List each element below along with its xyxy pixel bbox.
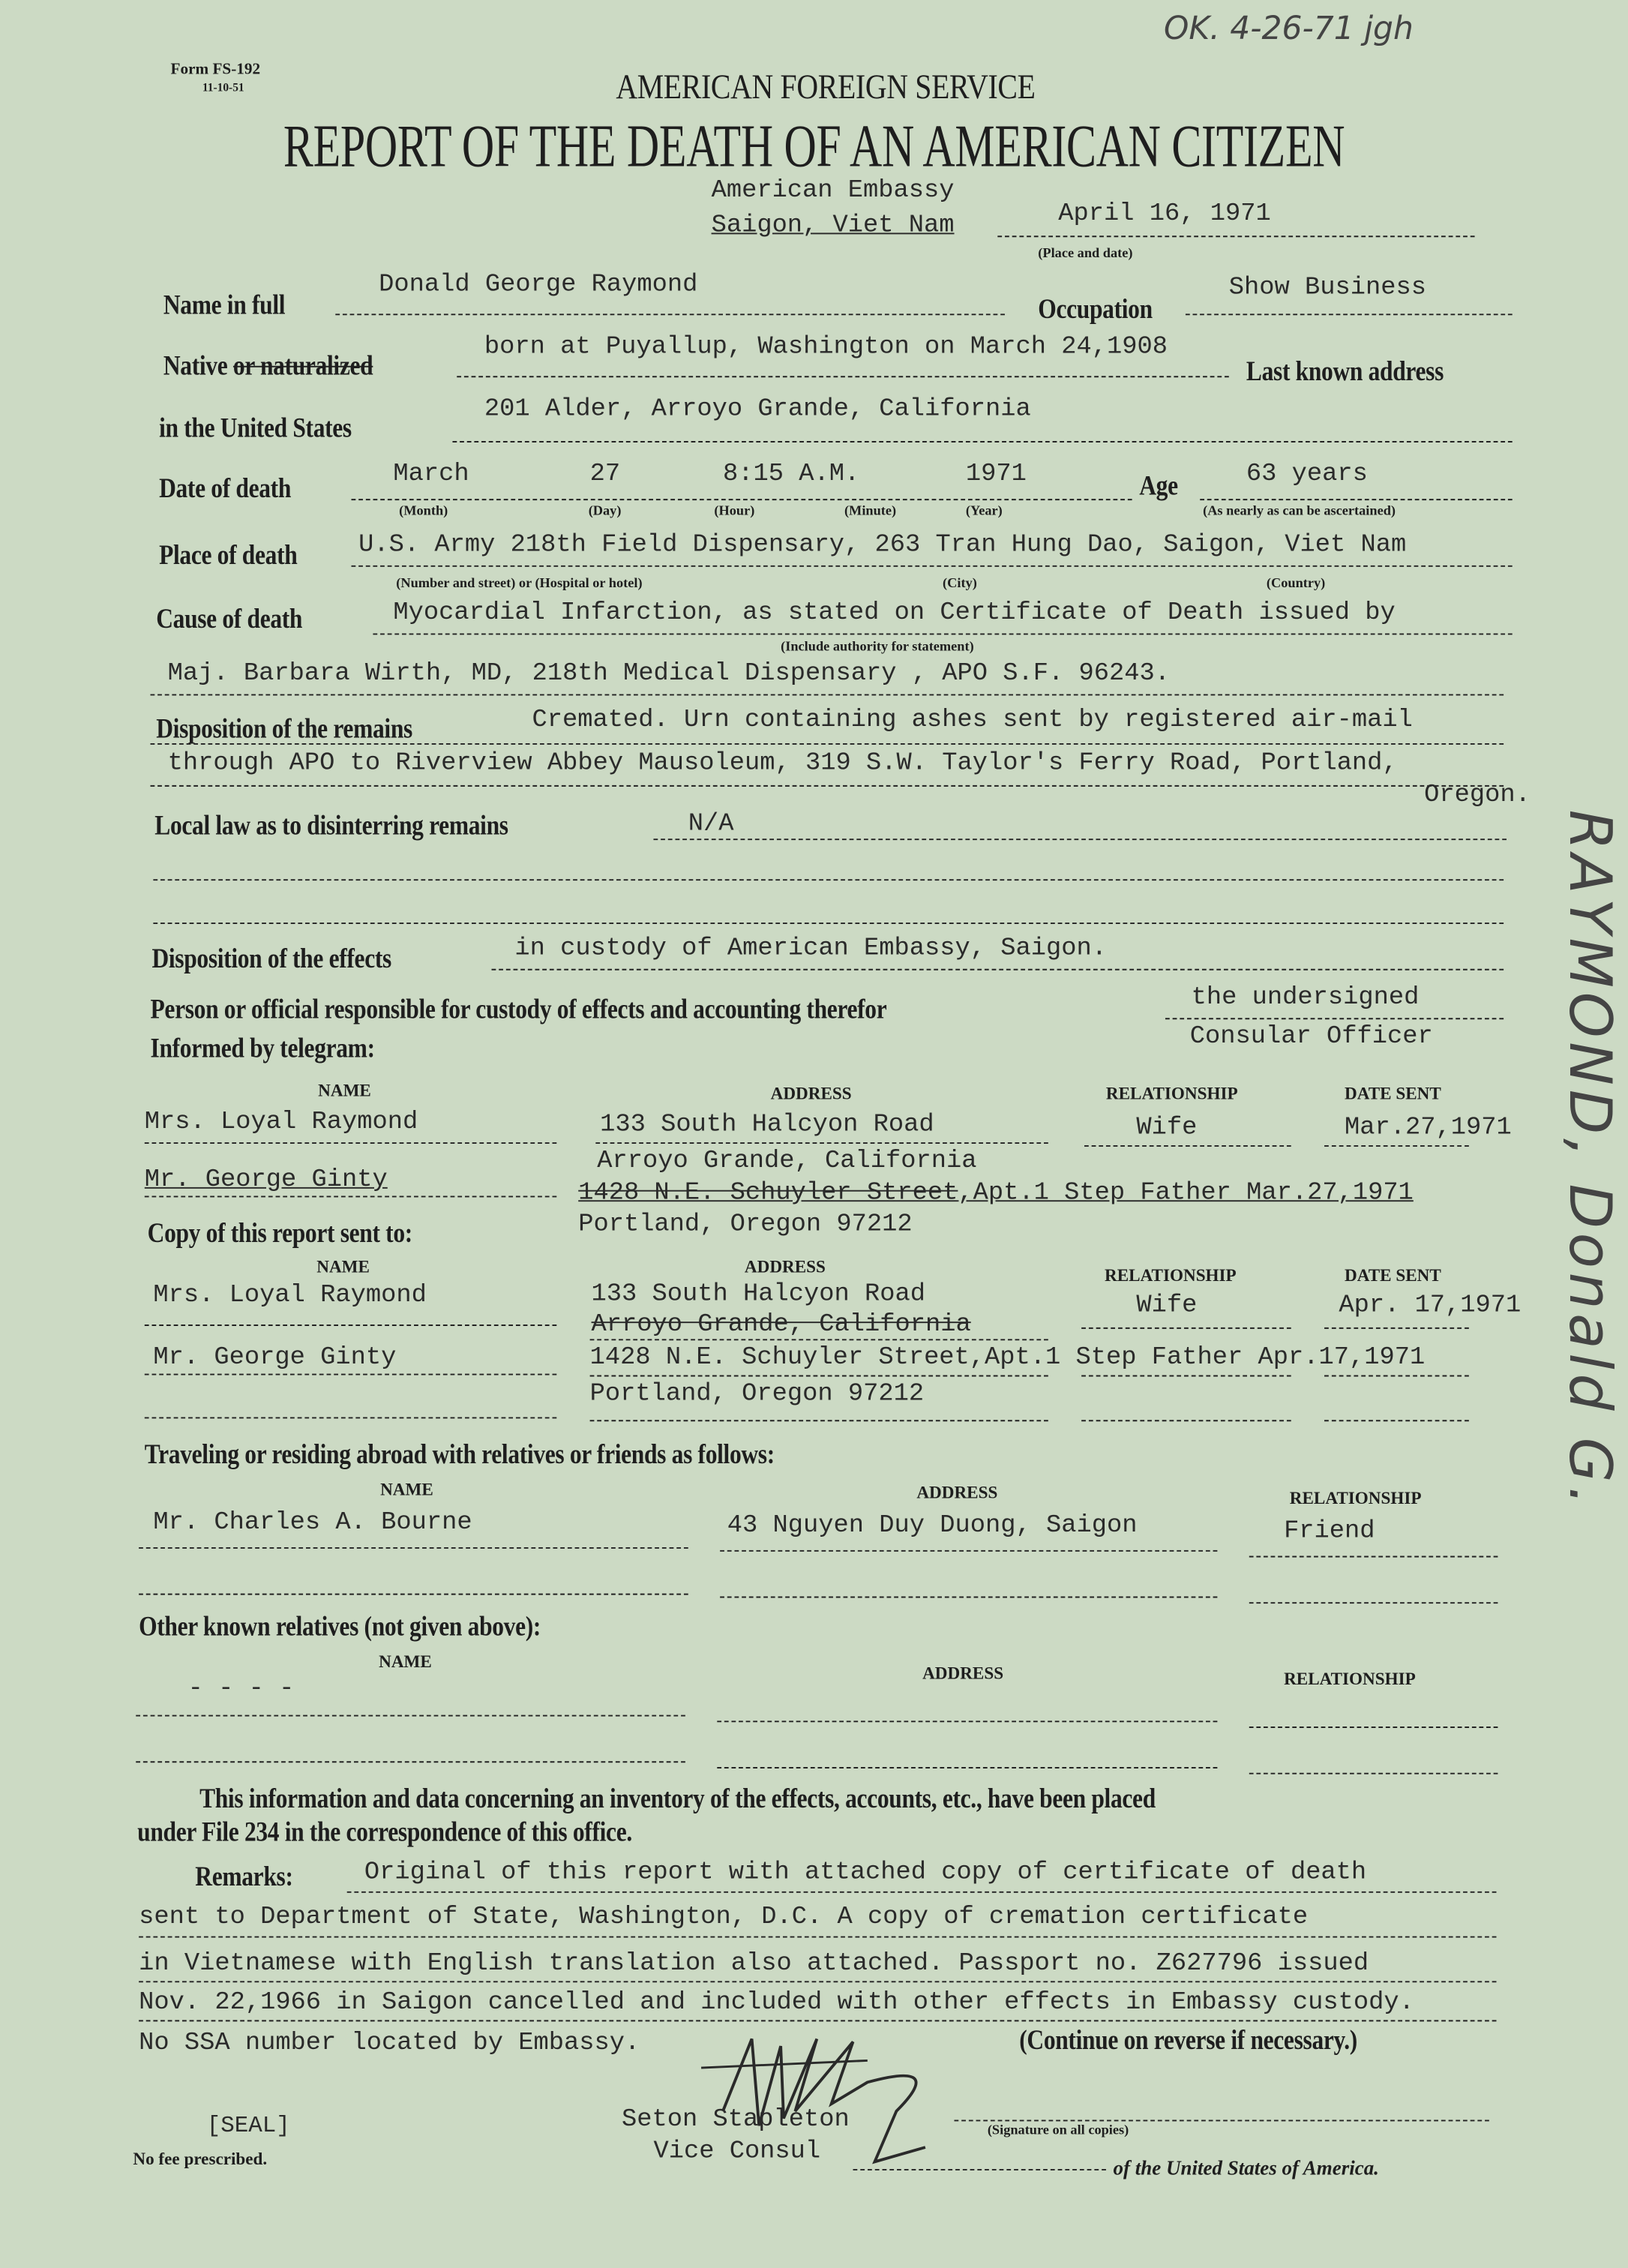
telegram-relationship: Wife <box>1136 1113 1198 1143</box>
occupation-value: Show Business <box>1228 273 1427 302</box>
remarks-line: Nov. 22,1966 in Saigon cancelled and included with other effects in Embassy custody. <box>139 1988 1414 2018</box>
divider <box>1249 1602 1498 1604</box>
divider <box>352 499 1132 500</box>
struck-address: Arroyo Grande, California <box>591 1310 971 1340</box>
divider <box>139 1594 688 1595</box>
divider <box>145 1374 556 1376</box>
divider <box>1200 499 1512 500</box>
signature-scribble <box>694 2024 968 2176</box>
divider <box>1081 1420 1291 1421</box>
traveler-relationship: Friend <box>1284 1516 1375 1546</box>
label: Local law as to disinterring remains <box>154 811 508 842</box>
sub-label: (Hour) <box>714 504 755 520</box>
place-value: U.S. Army 218th Field Dispensary, 263 Tran Hung Dao, Saigon, Viet Nam <box>358 530 1407 560</box>
column-header: DATE SENT <box>1345 1265 1441 1286</box>
divider <box>1249 1556 1498 1558</box>
telegram-name: Mrs. Loyal Raymond <box>144 1107 418 1137</box>
country-note: of the United States of America. <box>1113 2158 1379 2181</box>
column-header: RELATIONSHIP <box>1104 1265 1237 1286</box>
custody-value-2: Consular Officer <box>1189 1022 1433 1052</box>
sub-label: (Include authority for statement) <box>781 640 974 656</box>
sub-label: (Day) <box>588 504 622 520</box>
fee-note: No fee prescribed. <box>133 2149 268 2169</box>
label: Name in full <box>163 290 286 322</box>
divider <box>1165 1018 1504 1019</box>
sub-label: (Country) <box>1266 577 1326 592</box>
divider <box>1249 1726 1498 1728</box>
label: Last known address <box>1246 357 1444 388</box>
death-year: 1971 <box>965 460 1027 489</box>
traveler-name: Mr. Charles A. Bourne <box>153 1508 472 1538</box>
divider <box>997 236 1474 237</box>
remarks-line: in Vietnamese with English translation also attached. Passport no. Z627796 issued <box>139 1948 1369 1978</box>
column-header: RELATIONSHIP <box>1289 1487 1422 1508</box>
local-law-value: N/A <box>688 809 734 839</box>
divider <box>153 922 1504 924</box>
address-value: 201 Alder, Arroyo Grande, California <box>484 394 1031 424</box>
divider <box>720 1550 1217 1552</box>
inventory-text: This information and data concerning an inventory of the effects, accounts, etc., have been placed <box>199 1784 1156 1815</box>
cause-authority: Maj. Barbara Wirth, MD, 218th Medical Dispensary , APO S.F. 96243. <box>167 659 1170 688</box>
divider <box>373 633 1512 634</box>
struck-label: or naturalized <box>232 351 373 382</box>
divider <box>1249 1773 1498 1774</box>
divider <box>145 1196 556 1197</box>
agency-heading: AMERICAN FOREIGN SERVICE <box>616 69 1036 107</box>
column-header: ADDRESS <box>922 1663 1004 1684</box>
sub-label: (Place and date) <box>1038 247 1133 262</box>
remains-value-3: Oregon. <box>1424 781 1531 810</box>
divider <box>590 1420 1048 1421</box>
divider <box>151 785 1504 787</box>
page-title: REPORT OF THE DEATH OF AN AMERICAN CITIZEN <box>283 114 1345 181</box>
divider <box>1186 314 1513 315</box>
divider <box>139 1981 1496 1982</box>
label: Date of death <box>159 474 292 505</box>
label: Person or official responsible for custody of effects and accounting therefor <box>150 994 887 1025</box>
custody-value: the undersigned <box>1191 983 1420 1012</box>
section-label: Traveling or residing abroad with relatives or friends as follows: <box>144 1440 775 1471</box>
divider <box>136 1761 685 1762</box>
sub-label: (City) <box>943 577 977 592</box>
sub-label: (Minute) <box>844 504 897 520</box>
divider <box>136 1715 685 1717</box>
form-date: 11-10-51 <box>202 80 244 94</box>
divider <box>139 2020 1496 2021</box>
remains-value: Cremated. Urn containing ashes sent by registered air-mail <box>532 705 1413 735</box>
column-header: NAME <box>316 1256 370 1277</box>
divider <box>590 1376 1048 1377</box>
place-embassy: American Embassy <box>711 176 955 206</box>
label: Occupation <box>1038 295 1153 326</box>
copy-line: 1428 N.E. Schuyler Street,Apt.1 Step Father Apr.17,1971 <box>589 1343 1426 1372</box>
death-time: 8:15 A.M. <box>723 460 860 489</box>
divider <box>335 314 1005 315</box>
effects-value: in custody of American Embassy, Saigon. <box>514 934 1108 964</box>
telegram-address: 133 South Halcyon Road <box>600 1110 934 1140</box>
copy-address-2: Portland, Oregon 97212 <box>589 1379 925 1408</box>
column-header: ADDRESS <box>744 1256 826 1277</box>
label <box>163 352 373 383</box>
divider <box>1324 1420 1469 1421</box>
remains-value-2: through APO to Riverview Abbey Mausoleum, 319 S.W. Taylor's Ferry Road, Portland, <box>167 748 1398 778</box>
telegram-line <box>578 1178 1414 1208</box>
section-label: Other known relatives (not given above): <box>139 1612 541 1643</box>
label: Native <box>163 351 233 382</box>
remarks-line: sent to Department of State, Washington, D.C. A copy of cremation certificate <box>139 1903 1309 1932</box>
sub-label: (Number and street) or (Hospital or hotel) <box>396 577 643 592</box>
column-header: NAME <box>379 1651 432 1672</box>
seal-label: [SEAL] <box>206 2112 290 2139</box>
telegram-name: Mr. George Ginty <box>144 1165 388 1195</box>
divider <box>145 1324 556 1326</box>
divider <box>717 1767 1217 1768</box>
divider <box>352 566 1513 567</box>
place-city: Saigon, Viet Nam <box>711 211 955 241</box>
divider <box>1324 1376 1469 1377</box>
death-month: March <box>393 460 469 489</box>
remarks-line: Original of this report with attached copy of certificate of death <box>364 1858 1367 1888</box>
sub-label: (Signature on all copies) <box>987 2124 1129 2139</box>
handwritten-annotation: OK. 4-26-71 jgh <box>1164 11 1414 48</box>
column-header: DATE SENT <box>1345 1083 1441 1104</box>
divider <box>139 1547 688 1549</box>
telegram-rest: ,Apt.1 Step Father Mar.27,1971 <box>958 1178 1414 1208</box>
copy-name: Mrs. Loyal Raymond <box>153 1281 427 1310</box>
column-header: ADDRESS <box>770 1083 852 1104</box>
column-header: RELATIONSHIP <box>1284 1668 1416 1689</box>
divider <box>1084 1145 1291 1147</box>
label: Disposition of the remains <box>156 714 412 745</box>
column-header: ADDRESS <box>916 1482 998 1503</box>
label: Disposition of the effects <box>151 944 391 975</box>
copy-name: Mr. George Ginty <box>153 1343 397 1372</box>
cause-value: Myocardial Infarction, as stated on Certificate of Death issued by <box>393 598 1396 628</box>
divider <box>151 743 1504 745</box>
telegram-address-2: Portland, Oregon 97212 <box>578 1210 913 1240</box>
divider <box>457 376 1229 377</box>
remarks-line: No SSA number located by Embassy. <box>139 2028 640 2058</box>
column-header: NAME <box>380 1479 433 1500</box>
inventory-text-2: under File 234 in the correspondence of this office. <box>137 1817 632 1848</box>
label: Remarks: <box>195 1862 293 1893</box>
copy-address: 133 South Halcyon Road <box>591 1280 926 1309</box>
relatives-value: - - - - <box>187 1674 295 1704</box>
sub-label: (Month) <box>399 504 448 520</box>
divider <box>1324 1328 1469 1329</box>
divider <box>139 1936 1496 1938</box>
signature-line <box>954 2120 1489 2121</box>
name-value: Donald George Raymond <box>379 270 698 300</box>
divider <box>145 1417 556 1418</box>
age-value: 63 years <box>1246 460 1368 489</box>
sub-label: (Year) <box>965 504 1003 520</box>
telegram-address-2: Arroyo Grande, California <box>597 1146 977 1176</box>
label: Age <box>1139 471 1178 502</box>
telegram-date: Mar.27,1971 <box>1345 1113 1512 1143</box>
divider <box>151 694 1504 695</box>
traveler-address: 43 Nguyen Duy Duong, Saigon <box>727 1510 1138 1540</box>
section-label: Copy of this report sent to: <box>147 1219 412 1250</box>
continue-note: (Continue on reverse if necessary.) <box>1019 2026 1357 2056</box>
copy-relationship: Wife <box>1136 1291 1198 1321</box>
divider <box>492 969 1504 970</box>
label: in the United States <box>159 413 352 444</box>
struck-address: 1428 N.E. Schuyler Street <box>578 1178 958 1208</box>
divider <box>145 1142 556 1144</box>
report-date: April 16, 1971 <box>1058 200 1271 229</box>
signer-title: Vice Consul <box>653 2137 821 2167</box>
signer-name: Seton Stapleton <box>622 2105 850 2134</box>
divider <box>347 1892 1497 1893</box>
divider <box>590 1339 1048 1340</box>
divider <box>1081 1376 1291 1377</box>
divider <box>653 838 1507 840</box>
column-header: RELATIONSHIP <box>1105 1083 1238 1104</box>
divider <box>595 1142 1048 1144</box>
sub-label: (As nearly as can be ascertained) <box>1203 504 1396 520</box>
divider <box>720 1597 1217 1598</box>
label: Cause of death <box>156 604 303 635</box>
margin-handwriting: RAYMOND, Donald G. <box>1555 809 1623 1510</box>
divider <box>717 1720 1217 1722</box>
label: Place of death <box>159 541 298 572</box>
divider <box>452 441 1512 442</box>
form-number: Form FS-192 <box>170 60 261 79</box>
divider <box>153 879 1504 880</box>
section-label: Informed by telegram: <box>150 1034 375 1065</box>
divider <box>1081 1328 1291 1329</box>
divider <box>1324 1145 1469 1147</box>
birth-value: born at Puyallup, Washington on March 24,1908 <box>484 332 1168 362</box>
column-header: NAME <box>318 1080 371 1101</box>
death-day: 27 <box>589 460 621 489</box>
copy-date: Apr. 17,1971 <box>1339 1291 1522 1321</box>
